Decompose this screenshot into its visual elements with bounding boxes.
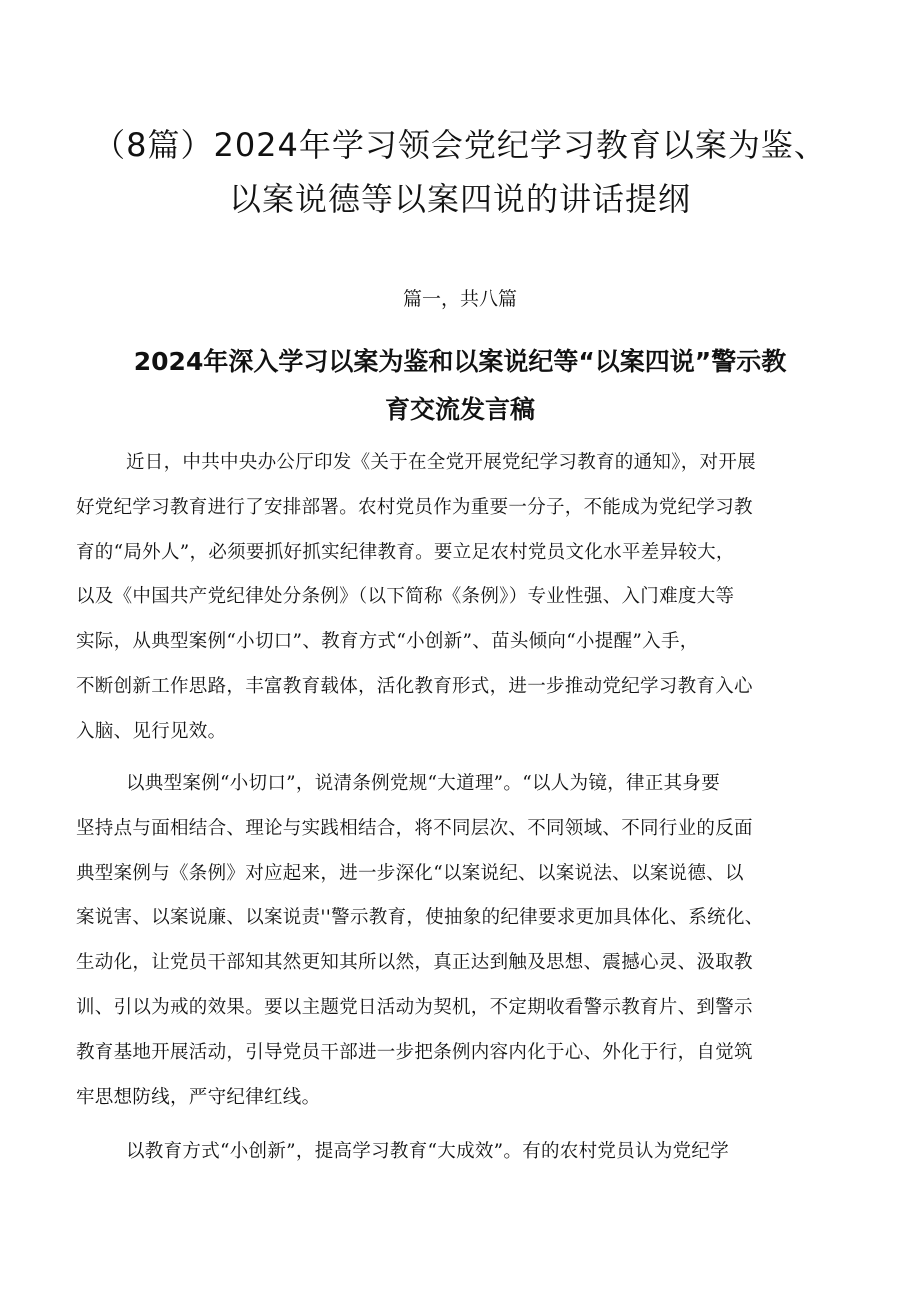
article-title-line: 育交流发言稿 xyxy=(384,395,535,424)
paragraph-line: 实际，从典型案例“小切口”、教育方式“小创新”、苗头倾向“小提醒”入手， xyxy=(76,631,699,653)
paragraph-line: 不断创新工作思路，丰富教育载体，活化教育形式，进一步推动党纪学习教育入心 xyxy=(76,675,753,697)
document-title-line: 以案说德等以案四说的讲话提纲 xyxy=(228,180,691,218)
paragraph-line: 好党纪学习教育进行了安排部署。农村党员作为重要一分子，不能成为党纪学习教 xyxy=(76,496,753,518)
paragraph-line: 近日，中共中央办公厅印发《关于在全党开展党纪学习教育的通知》，对开展 xyxy=(126,452,756,473)
paragraph-line: 典型案例与《条例》对应起来，进一步深化“以案说纪、以案说法、以案说德、以 xyxy=(76,862,744,884)
article-title xyxy=(60,338,860,434)
paragraph-line: 育的“局外人”，必须要抓好抓实纪律教育。要立足农村党员文化水平差异较大， xyxy=(76,541,735,563)
body-paragraph xyxy=(76,762,866,1120)
section-label: 篇一，共八篇 xyxy=(402,288,517,310)
document-title xyxy=(60,118,860,226)
paragraph-line: 以典型案例“小切口”，说清条例党规“大道理”。“以人为镜，律正其身要 xyxy=(126,773,720,794)
paragraph-line: 生动化，让党员干部知其然更知其所以然，真正达到触及思想、震撼心灵、汲取教 xyxy=(76,952,753,974)
paragraph-line: 案说害、以案说廉、以案说责''警示教育，使抽象的纪律要求更加具体化、系统化、 xyxy=(76,907,764,929)
paragraph-line: 坚持点与面相结合、理论与实践相结合，将不同层次、不同领域、不同行业的反面 xyxy=(76,817,753,839)
paragraph-line: 训、引以为戒的效果。要以主题党日活动为契机，不定期收看警示教育片、到警示 xyxy=(76,996,753,1018)
paragraph-line: 以教育方式“小创新”，提高学习教育“大成效”。有的农村党员认为党纪学 xyxy=(126,1141,730,1162)
body-paragraph xyxy=(76,441,866,755)
document-title-line: （8篇）2024年学习领会党纪学习教育以案为鉴、 xyxy=(93,126,827,164)
paragraph-line: 牢思想防线，严守纪律红线。 xyxy=(76,1086,321,1108)
article-title-line: 2024年深入学习以案为鉴和以案说纪等“以案四说”警示教 xyxy=(133,347,787,376)
paragraph-line: 入脑、见行见效。 xyxy=(76,720,227,742)
paragraph-line: 以及《中国共产党纪律处分条例》（以下简称《条例》）专业性强、入门难度大等 xyxy=(76,586,735,608)
body-paragraph xyxy=(76,1130,866,1175)
paragraph-line: 教育基地开展活动，引导党员干部进一步把条例内容内化于心、外化于行，自觉筑 xyxy=(76,1041,753,1063)
